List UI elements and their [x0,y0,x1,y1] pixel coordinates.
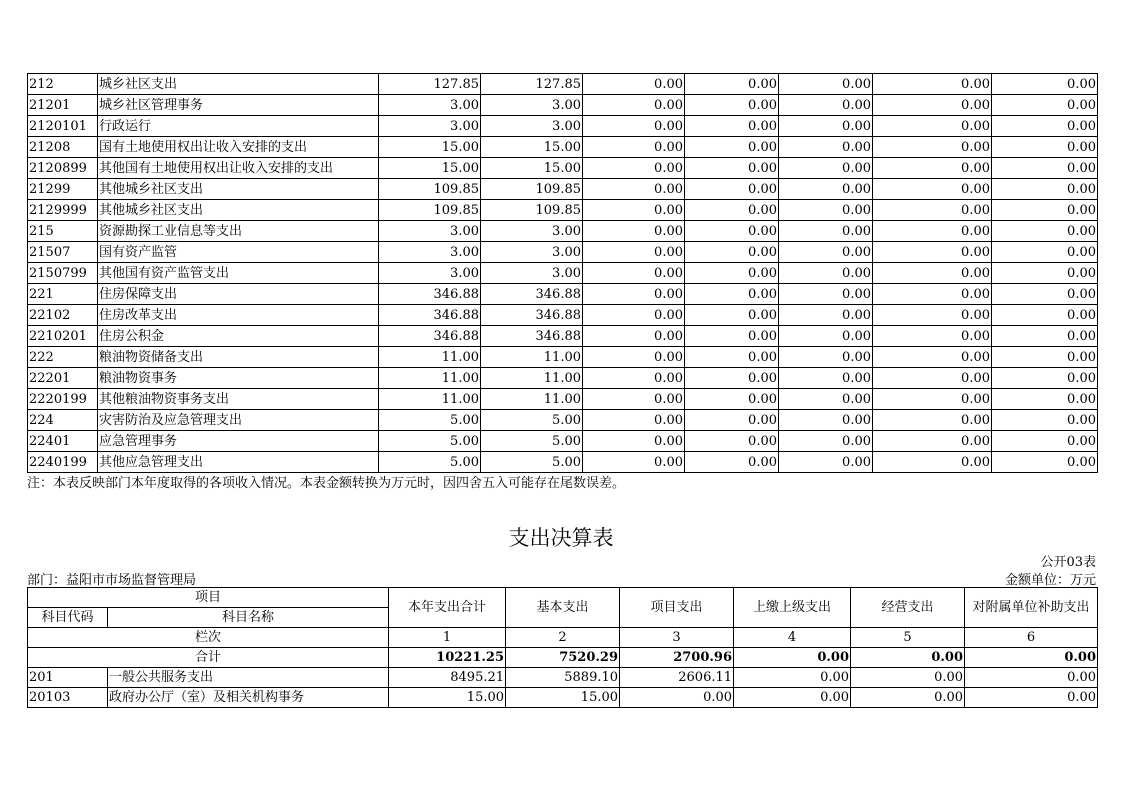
amount-cell: 109.85 [379,200,481,221]
subject-name: 行政运行 [98,116,379,137]
index-cell: 6 [965,628,1098,648]
header-col-5: 经营支出 [851,588,965,628]
subject-code: 201 [28,668,108,688]
amount-cell: 0.00 [992,452,1098,473]
amount-cell: 0.00 [873,431,992,452]
amount-cell: 0.00 [685,305,779,326]
amount-cell: 0.00 [583,95,685,116]
amount-cell: 0.00 [685,368,779,389]
subject-name: 政府办公厅（室）及相关机构事务 [108,688,389,708]
amount-cell: 11.00 [379,389,481,410]
amount-cell: 0.00 [685,347,779,368]
amount-cell: 0.00 [992,284,1098,305]
amount-cell: 0.00 [779,284,873,305]
amount-cell: 5.00 [379,431,481,452]
subject-code: 2240199 [28,452,98,473]
subject-name: 其他粮油物资事务支出 [98,389,379,410]
subject-code: 224 [28,410,98,431]
amount-cell: 0.00 [685,410,779,431]
amount-cell: 0.00 [992,116,1098,137]
amount-cell: 0.00 [583,200,685,221]
subject-code: 2210201 [28,326,98,347]
amount-cell: 127.85 [481,74,583,95]
amount-cell: 0.00 [685,389,779,410]
amount-cell: 0.00 [685,158,779,179]
header-code: 科目代码 [28,608,108,628]
total-label: 合计 [28,648,389,668]
amount-cell: 3.00 [379,221,481,242]
total-cell: 7520.29 [506,648,620,668]
amount-cell: 15.00 [379,158,481,179]
amount-cell: 0.00 [873,263,992,284]
table-row [28,179,1098,200]
amount-cell: 0.00 [992,137,1098,158]
amount-cell: 3.00 [481,95,583,116]
index-cell: 3 [620,628,734,648]
table-row [28,410,1098,431]
subject-code: 2220199 [28,389,98,410]
expense-total-row [28,648,1098,668]
amount-cell: 346.88 [481,326,583,347]
subject-name: 一般公共服务支出 [108,668,389,688]
subject-code: 215 [28,221,98,242]
amount-cell: 0.00 [685,116,779,137]
amount-cell: 0.00 [873,389,992,410]
subject-name: 资源勘探工业信息等支出 [98,221,379,242]
subject-code: 22401 [28,431,98,452]
expense-header-row [28,588,1098,608]
amount-cell: 0.00 [779,389,873,410]
amount-cell: 0.00 [685,200,779,221]
amount-cell: 0.00 [583,410,685,431]
amount-cell: 0.00 [685,284,779,305]
subject-name: 住房改革支出 [98,305,379,326]
amount-cell: 0.00 [873,284,992,305]
index-cell: 4 [734,628,851,648]
total-cell: 0.00 [734,648,851,668]
table-row [28,221,1098,242]
amount-cell: 0.00 [779,452,873,473]
income-table [27,73,1098,473]
amount-cell: 0.00 [779,347,873,368]
amount-cell: 11.00 [379,368,481,389]
amount-cell: 0.00 [583,116,685,137]
amount-cell: 2606.11 [620,668,734,688]
amount-cell: 15.00 [481,158,583,179]
table-row [28,284,1098,305]
amount-cell: 0.00 [779,410,873,431]
expense-index-row [28,628,1098,648]
amount-cell: 0.00 [873,305,992,326]
index-cell: 1 [389,628,506,648]
amount-cell: 0.00 [779,74,873,95]
amount-cell: 0.00 [873,368,992,389]
amount-cell: 0.00 [779,158,873,179]
amount-cell: 0.00 [992,221,1098,242]
subject-code: 21201 [28,95,98,116]
amount-cell: 0.00 [873,326,992,347]
subject-code: 21208 [28,137,98,158]
amount-cell: 346.88 [481,284,583,305]
amount-cell: 346.88 [379,305,481,326]
amount-cell: 0.00 [779,263,873,284]
amount-cell: 0.00 [779,326,873,347]
form-number: 公开03表 [1040,555,1096,570]
amount-cell: 0.00 [734,688,851,708]
amount-cell: 0.00 [873,95,992,116]
subject-code: 22201 [28,368,98,389]
subject-code: 20103 [28,688,108,708]
amount-cell: 0.00 [685,452,779,473]
amount-cell: 0.00 [620,688,734,708]
table-row [28,200,1098,221]
amount-cell: 0.00 [685,179,779,200]
amount-cell: 127.85 [379,74,481,95]
amount-cell: 11.00 [481,389,583,410]
amount-cell: 3.00 [379,95,481,116]
amount-cell: 3.00 [379,116,481,137]
header-item: 项目 [28,588,389,608]
amount-cell: 0.00 [685,431,779,452]
subject-code: 21299 [28,179,98,200]
header-col-6: 对附属单位补助支出 [965,588,1098,628]
income-note: 注：本表反映部门本年度取得的各项收入情况。本表金额转换为万元时，因四舍五入可能存在尾数误差。 [27,476,626,491]
subject-name: 住房公积金 [98,326,379,347]
amount-cell: 0.00 [779,137,873,158]
amount-cell: 15.00 [481,137,583,158]
amount-cell: 11.00 [481,347,583,368]
header-col-3: 项目支出 [620,588,734,628]
amount-cell: 0.00 [685,137,779,158]
amount-cell: 0.00 [779,116,873,137]
amount-cell: 0.00 [851,668,965,688]
amount-cell: 0.00 [779,305,873,326]
expense-table-title: 支出决算表 [508,526,614,550]
table-row [28,368,1098,389]
subject-code: 2129999 [28,200,98,221]
amount-cell: 15.00 [506,688,620,708]
amount-cell: 0.00 [583,137,685,158]
index-cell: 5 [851,628,965,648]
subject-name: 住房保障支出 [98,284,379,305]
table-row [28,431,1098,452]
amount-cell: 0.00 [873,116,992,137]
amount-cell: 0.00 [685,263,779,284]
amount-cell: 11.00 [379,347,481,368]
subject-code: 212 [28,74,98,95]
total-cell: 0.00 [965,648,1098,668]
amount-cell: 0.00 [873,200,992,221]
amount-cell: 0.00 [685,95,779,116]
amount-cell: 0.00 [873,137,992,158]
amount-cell: 3.00 [481,221,583,242]
amount-cell: 0.00 [992,389,1098,410]
subject-name: 其他城乡社区支出 [98,200,379,221]
subject-name: 灾害防治及应急管理支出 [98,410,379,431]
amount-cell: 11.00 [481,368,583,389]
amount-cell: 0.00 [873,242,992,263]
amount-cell: 0.00 [873,158,992,179]
amount-cell: 0.00 [992,158,1098,179]
amount-cell: 3.00 [481,116,583,137]
amount-cell: 0.00 [583,326,685,347]
header-col-2: 基本支出 [506,588,620,628]
amount-cell: 0.00 [583,305,685,326]
amount-cell: 0.00 [992,200,1098,221]
amount-cell: 0.00 [685,242,779,263]
subject-name: 国有土地使用权出让收入安排的支出 [98,137,379,158]
amount-cell: 0.00 [873,74,992,95]
expense-table [27,587,1098,708]
amount-cell: 0.00 [779,95,873,116]
amount-cell: 346.88 [379,284,481,305]
income-table-body [28,74,1098,473]
amount-cell: 0.00 [992,410,1098,431]
subject-name: 国有资产监管 [98,242,379,263]
subject-code: 21507 [28,242,98,263]
amount-cell: 3.00 [481,263,583,284]
amount-cell: 109.85 [481,200,583,221]
subject-name: 其他国有土地使用权出让收入安排的支出 [98,158,379,179]
amount-cell: 0.00 [873,347,992,368]
total-cell: 0.00 [851,648,965,668]
amount-cell: 0.00 [583,284,685,305]
header-name: 科目名称 [108,608,389,628]
amount-cell: 0.00 [583,431,685,452]
amount-cell: 0.00 [685,326,779,347]
amount-cell: 0.00 [583,74,685,95]
subject-name: 应急管理事务 [98,431,379,452]
amount-cell: 5.00 [379,452,481,473]
subject-name: 其他城乡社区支出 [98,179,379,200]
amount-cell: 0.00 [779,242,873,263]
amount-cell: 0.00 [779,368,873,389]
amount-cell: 0.00 [873,410,992,431]
amount-cell: 0.00 [992,74,1098,95]
amount-cell: 3.00 [481,242,583,263]
table-row [28,242,1098,263]
amount-cell: 0.00 [583,263,685,284]
amount-cell: 0.00 [992,305,1098,326]
header-col-4: 上缴上级支出 [734,588,851,628]
table-row [28,347,1098,368]
amount-cell: 0.00 [779,221,873,242]
amount-cell: 0.00 [873,452,992,473]
table-row [28,389,1098,410]
subject-code: 2120101 [28,116,98,137]
amount-cell: 0.00 [992,368,1098,389]
amount-cell: 109.85 [379,179,481,200]
amount-cell: 0.00 [685,74,779,95]
amount-cell: 0.00 [992,263,1098,284]
subject-name: 城乡社区管理事务 [98,95,379,116]
amount-cell: 0.00 [992,326,1098,347]
table-row [28,452,1098,473]
subject-code: 221 [28,284,98,305]
amount-cell: 0.00 [992,179,1098,200]
table-row [28,305,1098,326]
subject-name: 城乡社区支出 [98,74,379,95]
table-row [28,263,1098,284]
amount-cell: 0.00 [734,668,851,688]
amount-cell: 0.00 [851,688,965,708]
amount-cell: 0.00 [583,389,685,410]
table-row [28,95,1098,116]
amount-cell: 0.00 [583,452,685,473]
amount-cell: 0.00 [685,221,779,242]
table-row [28,688,1098,708]
amount-cell: 0.00 [873,221,992,242]
amount-cell: 5889.10 [506,668,620,688]
amount-cell: 0.00 [583,368,685,389]
amount-cell: 0.00 [779,179,873,200]
amount-cell: 15.00 [389,688,506,708]
subject-name: 粮油物资事务 [98,368,379,389]
amount-cell: 0.00 [992,95,1098,116]
amount-cell: 0.00 [583,242,685,263]
index-label: 栏次 [28,628,389,648]
subject-code: 2150799 [28,263,98,284]
amount-cell: 346.88 [379,326,481,347]
table-row [28,158,1098,179]
subject-name: 其他应急管理支出 [98,452,379,473]
amount-cell: 8495.21 [389,668,506,688]
amount-cell: 0.00 [965,688,1098,708]
amount-cell: 0.00 [992,347,1098,368]
table-row [28,116,1098,137]
table-row [28,137,1098,158]
amount-cell: 3.00 [379,263,481,284]
amount-cell: 0.00 [779,431,873,452]
table-row [28,668,1098,688]
subject-name: 粮油物资储备支出 [98,347,379,368]
amount-cell: 0.00 [583,158,685,179]
amount-cell: 5.00 [481,452,583,473]
amount-cell: 3.00 [379,242,481,263]
amount-unit-label: 金额单位：万元 [1004,573,1096,588]
amount-cell: 15.00 [379,137,481,158]
index-cell: 2 [506,628,620,648]
amount-cell: 0.00 [583,221,685,242]
amount-cell: 0.00 [992,242,1098,263]
subject-code: 22102 [28,305,98,326]
subject-code: 2120899 [28,158,98,179]
amount-cell: 0.00 [779,200,873,221]
table-row [28,326,1098,347]
amount-cell: 5.00 [379,410,481,431]
department-label: 部门：益阳市市场监督管理局 [27,573,197,588]
total-cell: 10221.25 [389,648,506,668]
amount-cell: 346.88 [481,305,583,326]
amount-cell: 0.00 [992,431,1098,452]
amount-cell: 0.00 [965,668,1098,688]
header-col-1: 本年支出合计 [389,588,506,628]
amount-cell: 0.00 [873,179,992,200]
table-row [28,74,1098,95]
subject-name: 其他国有资产监管支出 [98,263,379,284]
subject-code: 222 [28,347,98,368]
amount-cell: 0.00 [583,179,685,200]
amount-cell: 5.00 [481,431,583,452]
amount-cell: 109.85 [481,179,583,200]
amount-cell: 5.00 [481,410,583,431]
total-cell: 2700.96 [620,648,734,668]
amount-cell: 0.00 [583,347,685,368]
